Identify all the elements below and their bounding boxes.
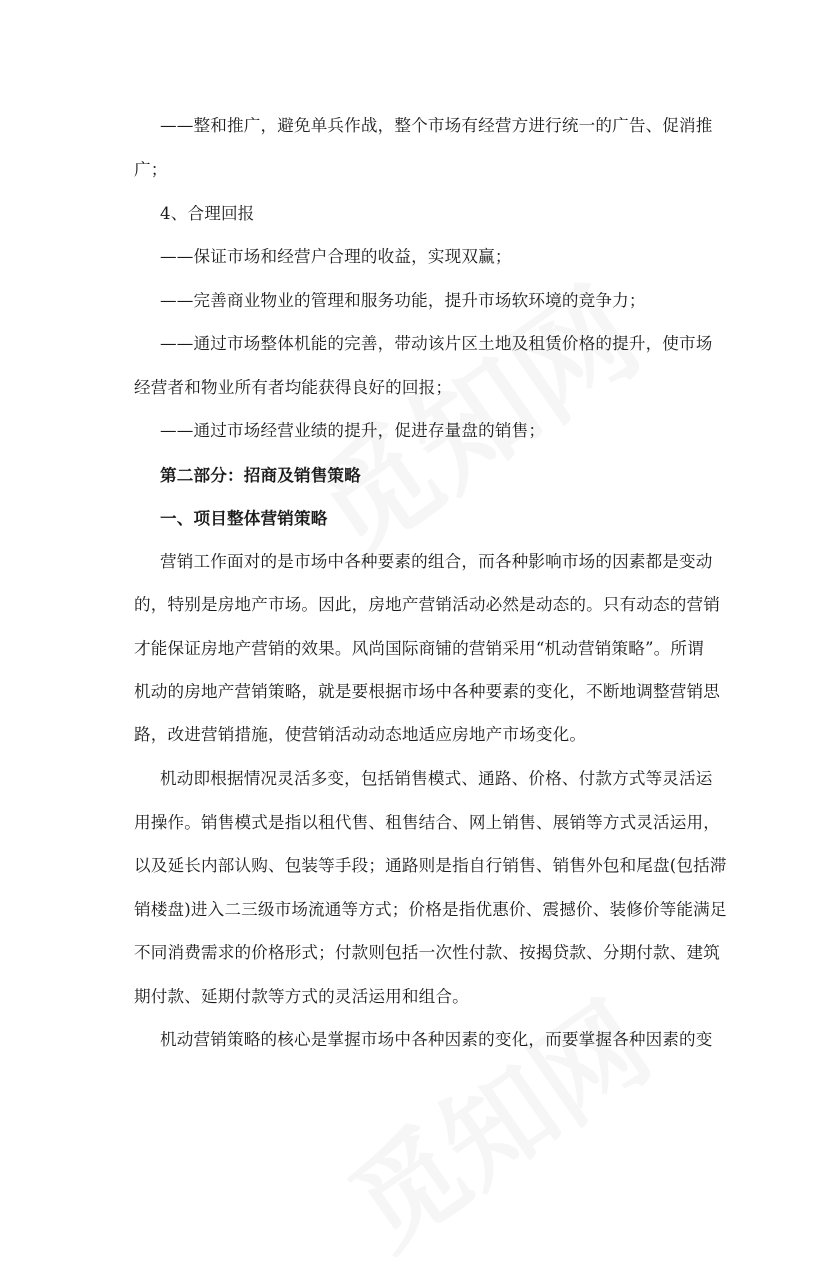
paragraph-line: ——完善商业物业的管理和服务功能，提升市场软环境的竞争力；	[160, 291, 646, 310]
paragraph-line: 的，特别是房地产市场。因此，房地产营销活动必然是动态的。只有动态的营销	[134, 595, 721, 614]
paragraph-line: ——通过市场整体机能的完善，带动该片区土地及租赁价格的提升，使市场	[160, 334, 713, 353]
paragraph-line: 期付款、延期付款等方式的灵活运用和组合。	[134, 987, 469, 1006]
paragraph-line: 机动营销策略的核心是掌握市场中各种因素的变化，而要掌握各种因素的变	[160, 1030, 713, 1049]
paragraph-line: 机动即根据情况灵活多变，包括销售模式、通路、价格、付款方式等灵活运	[160, 769, 713, 788]
subsection-heading: 一、项目整体营销策略	[160, 508, 328, 528]
section-heading: 第二部分：招商及销售策略	[160, 465, 361, 485]
paragraph-line: 路，改进营销措施，使营销活动动态地适应房地产市场变化。	[134, 725, 587, 744]
paragraph-line: ——保证市场和经营户合理的收益，实现双赢；	[160, 247, 512, 266]
list-heading: 4、合理回报	[160, 204, 255, 223]
paragraph-line: 销楼盘)进入二三级市场流通等方式；价格是指优惠价、震撼价、装修价等能满足	[134, 900, 727, 919]
paragraph-line: 营销工作面对的是市场中各种要素的组合，而各种影响市场的因素都是变动	[160, 552, 713, 571]
paragraph-line: 机动的房地产营销策略，就是要根据市场中各种要素的变化，不断地调整营销思	[134, 682, 721, 701]
paragraph-line: 广；	[134, 160, 168, 179]
paragraph-line: 不同消费需求的价格形式；付款则包括一次性付款、按揭贷款、分期付款、建筑	[134, 943, 721, 962]
paragraph-line: 经营者和物业所有者均能获得良好的回报；	[134, 378, 453, 397]
paragraph-line: 以及延长内部认购、包装等手段；通路则是指自行销售、销售外包和尾盘(包括滞	[134, 856, 727, 875]
paragraph-line: 用操作。销售模式是指以租代售、租售结合、网上销售、展销等方式灵活运用，	[134, 813, 721, 832]
paragraph-line: ——通过市场经营业绩的提升，促进存量盘的销售；	[160, 421, 546, 440]
paragraph-line: ——整和推广，避免单兵作战，整个市场有经营方进行统一的广告、促消推	[160, 116, 713, 135]
paragraph-line: 才能保证房地产营销的效果。风尚国际商铺的营销采用“机动营销策略”。所谓	[134, 639, 704, 658]
